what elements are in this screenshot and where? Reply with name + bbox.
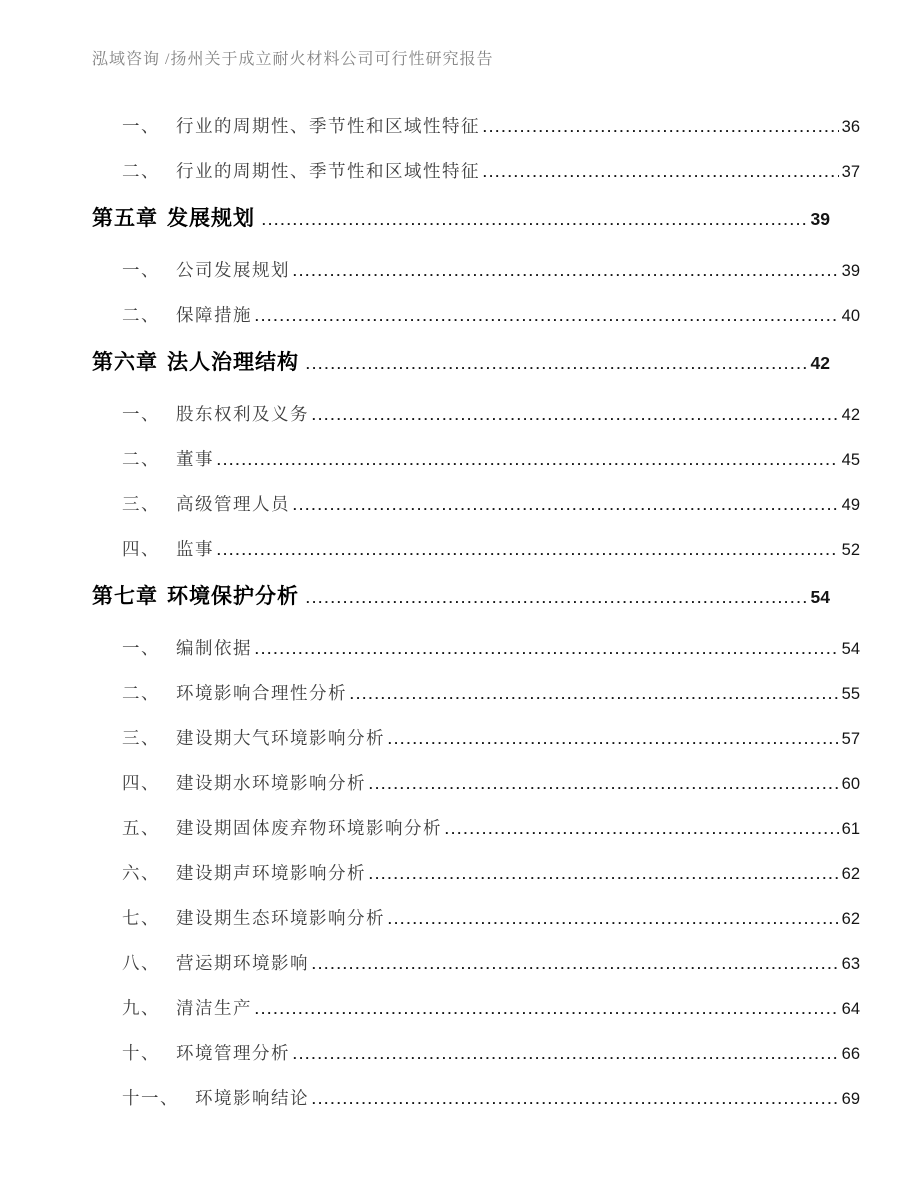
toc-page-number: 60 bbox=[841, 775, 860, 793]
toc-chapter-entry[interactable] bbox=[92, 206, 830, 233]
toc-entry-title: 建设期水环境影响分析 bbox=[176, 773, 366, 793]
toc-entry-title: 建设期声环境影响分析 bbox=[176, 863, 366, 883]
toc-entry-number: 三、 bbox=[122, 494, 160, 514]
toc-entry-title: 营运期环境影响 bbox=[176, 953, 309, 973]
toc-page-number: 36 bbox=[841, 118, 860, 136]
table-of-contents bbox=[92, 116, 860, 1110]
header-text: 泓域咨询 /扬州关于成立耐火材料公司可行性研究报告 bbox=[92, 51, 494, 68]
toc-entry-number: 六、 bbox=[122, 863, 160, 883]
toc-entry-number: 四、 bbox=[122, 773, 160, 793]
toc-dot-leader bbox=[369, 865, 839, 885]
toc-sub-entry[interactable] bbox=[122, 494, 860, 516]
toc-dot-leader bbox=[312, 406, 839, 426]
toc-page-number: 62 bbox=[841, 865, 860, 883]
toc-sub-entry[interactable] bbox=[122, 683, 860, 705]
toc-dot-leader bbox=[255, 307, 839, 327]
toc-dot-leader bbox=[312, 955, 839, 975]
toc-dot-leader bbox=[255, 1000, 839, 1020]
toc-sub-entry[interactable] bbox=[122, 404, 860, 426]
toc-entry-title: 发展规划 bbox=[167, 207, 255, 230]
toc-dot-leader bbox=[388, 730, 839, 750]
toc-entry-title: 环境影响结论 bbox=[195, 1088, 309, 1108]
toc-entry-title: 建设期固体废弃物环境影响分析 bbox=[176, 818, 442, 838]
toc-entry-number: 五、 bbox=[122, 818, 160, 838]
toc-dot-leader bbox=[483, 163, 839, 183]
toc-entry-number: 二、 bbox=[122, 161, 160, 181]
toc-page-number: 45 bbox=[841, 451, 860, 469]
toc-sub-entry[interactable] bbox=[122, 818, 860, 840]
toc-entry-title: 环境保护分析 bbox=[167, 585, 299, 608]
toc-entry-number: 第六章 bbox=[92, 351, 158, 374]
toc-sub-entry[interactable] bbox=[122, 305, 860, 327]
toc-page-number: 39 bbox=[810, 209, 830, 229]
toc-sub-entry[interactable] bbox=[122, 1043, 860, 1065]
toc-entry-title: 法人治理结构 bbox=[167, 351, 299, 374]
toc-dot-leader bbox=[306, 352, 808, 377]
toc-dot-leader bbox=[350, 685, 839, 705]
toc-sub-entry[interactable] bbox=[122, 1088, 860, 1110]
toc-entry-title: 编制依据 bbox=[176, 638, 252, 658]
toc-sub-entry[interactable] bbox=[122, 953, 860, 975]
toc-page-number: 63 bbox=[841, 955, 860, 973]
toc-entry-number: 四、 bbox=[122, 539, 160, 559]
toc-page-number: 42 bbox=[841, 406, 860, 424]
toc-dot-leader bbox=[217, 451, 839, 471]
toc-entry-number: 二、 bbox=[122, 683, 160, 703]
toc-page-number: 54 bbox=[841, 640, 860, 658]
toc-entry-title: 清洁生产 bbox=[176, 998, 252, 1018]
toc-dot-leader bbox=[369, 775, 839, 795]
toc-sub-entry[interactable] bbox=[122, 161, 860, 183]
toc-entry-title: 公司发展规划 bbox=[176, 260, 290, 280]
toc-entry-title: 环境影响合理性分析 bbox=[176, 683, 347, 703]
toc-page-number: 62 bbox=[841, 910, 860, 928]
toc-page-number: 39 bbox=[841, 262, 860, 280]
toc-entry-number: 三、 bbox=[122, 728, 160, 748]
toc-dot-leader bbox=[293, 1045, 839, 1065]
toc-entry-title: 保障措施 bbox=[176, 305, 252, 325]
toc-entry-number: 十一、 bbox=[122, 1088, 179, 1108]
toc-sub-entry[interactable] bbox=[122, 449, 860, 471]
toc-dot-leader bbox=[445, 820, 839, 840]
toc-sub-entry[interactable] bbox=[122, 998, 860, 1020]
toc-entry-title: 董事 bbox=[176, 449, 214, 469]
toc-sub-entry[interactable] bbox=[122, 539, 860, 561]
toc-page-number: 66 bbox=[841, 1045, 860, 1063]
toc-sub-entry[interactable] bbox=[122, 863, 860, 885]
toc-sub-entry[interactable] bbox=[122, 773, 860, 795]
toc-entry-title: 环境管理分析 bbox=[176, 1043, 290, 1063]
toc-dot-leader bbox=[293, 262, 839, 282]
toc-dot-leader bbox=[483, 118, 839, 138]
toc-chapter-entry[interactable] bbox=[92, 350, 830, 377]
toc-dot-leader bbox=[306, 586, 808, 611]
toc-entry-title: 建设期大气环境影响分析 bbox=[176, 728, 385, 748]
toc-entry-number: 八、 bbox=[122, 953, 160, 973]
toc-page-number: 42 bbox=[810, 353, 830, 373]
toc-chapter-entry[interactable] bbox=[92, 584, 830, 611]
toc-page-number: 64 bbox=[841, 1000, 860, 1018]
toc-dot-leader bbox=[293, 496, 839, 516]
toc-sub-entry[interactable] bbox=[122, 260, 860, 282]
toc-entry-title: 高级管理人员 bbox=[176, 494, 290, 514]
toc-dot-leader bbox=[388, 910, 839, 930]
toc-sub-entry[interactable] bbox=[122, 116, 860, 138]
toc-page-number: 40 bbox=[841, 307, 860, 325]
toc-entry-title: 行业的周期性、季节性和区域性特征 bbox=[176, 161, 480, 181]
document-header bbox=[92, 50, 830, 70]
toc-entry-number: 十、 bbox=[122, 1043, 160, 1063]
toc-entry-title: 股东权利及义务 bbox=[176, 404, 309, 424]
toc-entry-number: 九、 bbox=[122, 998, 160, 1018]
toc-page-number: 55 bbox=[841, 685, 860, 703]
toc-page-number: 61 bbox=[841, 820, 860, 838]
toc-entry-number: 七、 bbox=[122, 908, 160, 928]
toc-sub-entry[interactable] bbox=[122, 728, 860, 750]
toc-sub-entry[interactable] bbox=[122, 908, 860, 930]
toc-entry-number: 二、 bbox=[122, 449, 160, 469]
toc-entry-number: 第五章 bbox=[92, 207, 158, 230]
toc-entry-number: 一、 bbox=[122, 404, 160, 424]
toc-entry-number: 一、 bbox=[122, 260, 160, 280]
toc-page-number: 57 bbox=[841, 730, 860, 748]
toc-dot-leader bbox=[312, 1090, 839, 1110]
toc-entry-title: 行业的周期性、季节性和区域性特征 bbox=[176, 116, 480, 136]
toc-entry-number: 第七章 bbox=[92, 585, 158, 608]
toc-sub-entry[interactable] bbox=[122, 638, 860, 660]
toc-entry-title: 监事 bbox=[176, 539, 214, 559]
toc-page-number: 54 bbox=[810, 587, 830, 607]
toc-dot-leader bbox=[217, 541, 839, 561]
toc-page-number: 37 bbox=[841, 163, 860, 181]
toc-entry-number: 一、 bbox=[122, 116, 160, 136]
toc-page-number: 52 bbox=[841, 541, 860, 559]
toc-entry-title: 建设期生态环境影响分析 bbox=[176, 908, 385, 928]
toc-entry-number: 二、 bbox=[122, 305, 160, 325]
toc-page-number: 49 bbox=[841, 496, 860, 514]
toc-dot-leader bbox=[262, 208, 808, 233]
toc-page-number: 69 bbox=[841, 1090, 860, 1108]
toc-dot-leader bbox=[255, 640, 839, 660]
toc-entry-number: 一、 bbox=[122, 638, 160, 658]
